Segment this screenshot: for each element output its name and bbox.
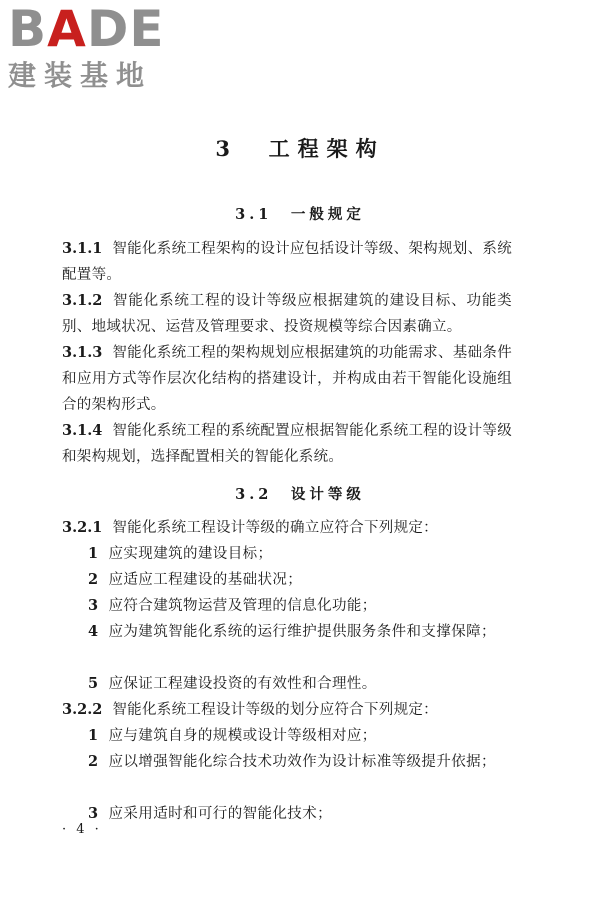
logo-wordmark: BADE	[8, 0, 165, 58]
list-item: 1 应实现建筑的建设目标；	[88, 545, 273, 562]
list-item: 2 应以增强智能化综合技术功效作为设计标准等级提升依据；	[88, 753, 496, 770]
list-item: 1 应与建筑自身的规模或设计等级相对应；	[88, 727, 377, 744]
list-item: 3 应符合建筑物运营及管理的信息化功能；	[88, 597, 377, 614]
clause-3-1-4: 3.1.4 智能化系统工程的系统配置应根据智能化系统工程的设计等级和架构规划，选择配置相关的智能化系统。	[62, 422, 512, 465]
clause-3-2-1: 3.2.1 智能化系统工程设计等级的确立应符合下列规定：	[62, 519, 438, 536]
clause-3-1-2: 3.1.2 智能化系统工程的设计等级应根据建筑的建设目标、功能类别、地域状况、运营及管理要求、投资规模等综合因素确立。	[62, 292, 512, 335]
list-item: 4 应为建筑智能化系统的运行维护提供服务条件和支撑保障；	[88, 623, 496, 640]
clause-3-1-1: 3.1.1 智能化系统工程架构的设计应包括设计等级、架构规划、系统配置等。	[62, 240, 512, 283]
section-title-3-2: 3.2 设计等级	[235, 486, 365, 503]
page-number: · 4 ·	[62, 822, 102, 837]
clause-3-1-3: 3.1.3 智能化系统工程的架构规划应根据建筑的功能需求、基础条件和应用方式等作层次化结构的搭建设计，并构成由若干智能化设施组合的架构形式。	[62, 344, 512, 413]
list-item: 5 应保证工程建设投资的有效性和合理性。	[88, 675, 377, 692]
list-item: 2 应适应工程建设的基础状况；	[88, 571, 303, 588]
chapter-title: 3 工程架构	[215, 136, 385, 161]
bade-logo	[8, 0, 178, 92]
list-item: 3 应采用适时和可行的智能化技术；	[88, 805, 332, 822]
clause-3-2-2: 3.2.2 智能化系统工程设计等级的划分应符合下列规定：	[62, 701, 438, 718]
logo-subtitle: 建装基地	[8, 59, 153, 92]
section-title-3-1: 3.1 一般规定	[235, 206, 365, 223]
